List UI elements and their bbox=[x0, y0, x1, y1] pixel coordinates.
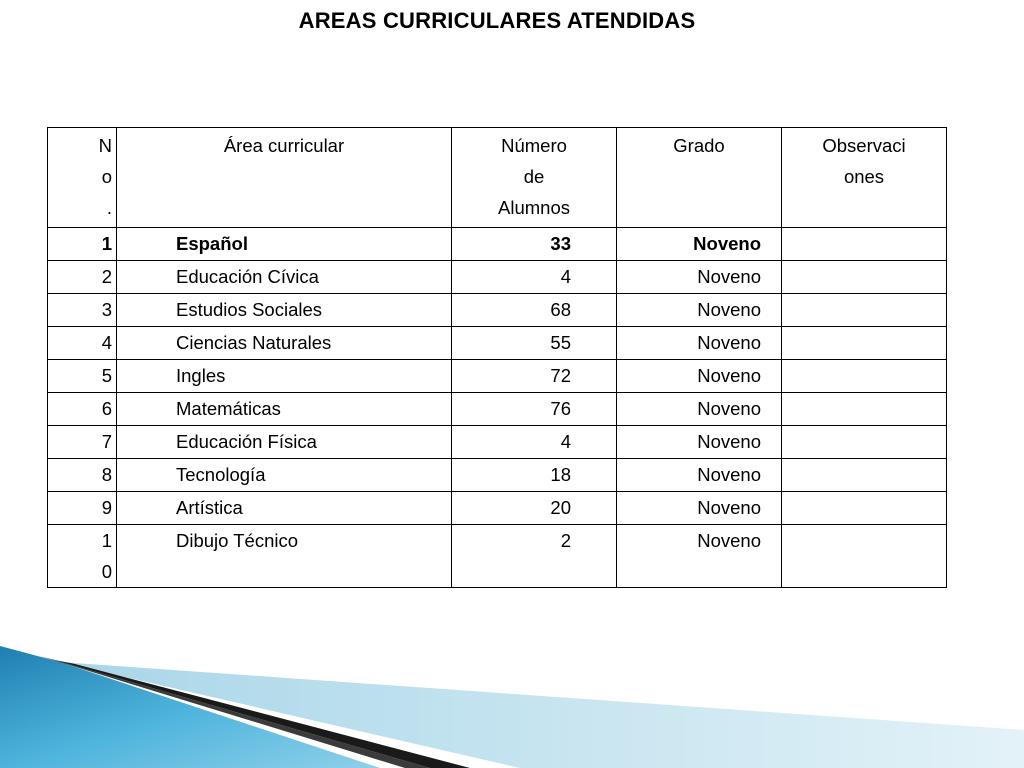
row-grade: Noveno bbox=[617, 261, 782, 294]
row-area: Estudios Sociales bbox=[117, 294, 452, 327]
row-number-line: 1 bbox=[101, 530, 112, 551]
table-row bbox=[48, 492, 947, 525]
header-no bbox=[48, 128, 117, 228]
header-count-line: Alumnos bbox=[498, 197, 570, 218]
row-student-count: 68 bbox=[452, 294, 617, 327]
row-number: 8 bbox=[48, 459, 117, 492]
table-header-row bbox=[48, 128, 947, 228]
row-observations bbox=[782, 360, 947, 393]
row-observations bbox=[782, 525, 947, 588]
header-area-label: Área curricular bbox=[223, 135, 345, 156]
row-student-count: 4 bbox=[452, 261, 617, 294]
table-row bbox=[48, 228, 947, 261]
table-row bbox=[48, 426, 947, 459]
row-number: 6 bbox=[48, 393, 117, 426]
row-area: Educación Cívica bbox=[117, 261, 452, 294]
header-student-count bbox=[452, 128, 617, 228]
row-grade: Noveno bbox=[617, 228, 782, 261]
row-number: 7 bbox=[48, 426, 117, 459]
row-area: Tecnología bbox=[117, 459, 452, 492]
row-grade: Noveno bbox=[617, 327, 782, 360]
header-area bbox=[117, 128, 452, 228]
slide-title: AREAS CURRICULARES ATENDIDAS bbox=[298, 8, 696, 33]
row-number: 1 bbox=[48, 228, 117, 261]
row-student-count: 76 bbox=[452, 393, 617, 426]
header-grade bbox=[617, 128, 782, 228]
row-student-count: 72 bbox=[452, 360, 617, 393]
row-observations bbox=[782, 228, 947, 261]
row-student-count: 20 bbox=[452, 492, 617, 525]
row-number: 2 bbox=[48, 261, 117, 294]
row-observations bbox=[782, 393, 947, 426]
row-number: 9 bbox=[48, 492, 117, 525]
table-row bbox=[48, 525, 947, 588]
table-row bbox=[48, 360, 947, 393]
row-student-count: 2 bbox=[452, 525, 617, 588]
row-observations bbox=[782, 459, 947, 492]
header-observations bbox=[782, 128, 947, 228]
row-observations bbox=[782, 294, 947, 327]
row-number bbox=[48, 525, 117, 588]
row-number: 5 bbox=[48, 360, 117, 393]
row-number: 4 bbox=[48, 327, 117, 360]
row-student-count: 33 bbox=[452, 228, 617, 261]
row-student-count: 18 bbox=[452, 459, 617, 492]
header-grade-label: Grado bbox=[673, 135, 725, 156]
header-no-line: . bbox=[106, 197, 112, 218]
header-observations-line: Observaci bbox=[822, 135, 906, 156]
row-area: Ingles bbox=[117, 360, 452, 393]
row-area: Dibujo Técnico bbox=[117, 525, 452, 588]
row-grade: Noveno bbox=[617, 294, 782, 327]
row-number-line: 0 bbox=[101, 561, 112, 582]
table-row bbox=[48, 459, 947, 492]
decorative-footer-swoosh bbox=[0, 620, 1024, 768]
row-observations bbox=[782, 261, 947, 294]
row-student-count: 55 bbox=[452, 327, 617, 360]
row-observations bbox=[782, 327, 947, 360]
header-no-line: N bbox=[98, 135, 112, 156]
table-row bbox=[48, 261, 947, 294]
header-observations-line: ones bbox=[843, 166, 885, 187]
header-count-line: Número bbox=[501, 135, 567, 156]
row-observations bbox=[782, 426, 947, 459]
row-area: Español bbox=[117, 228, 452, 261]
row-area: Matemáticas bbox=[117, 393, 452, 426]
row-number: 3 bbox=[48, 294, 117, 327]
row-area: Ciencias Naturales bbox=[117, 327, 452, 360]
row-grade: Noveno bbox=[617, 426, 782, 459]
row-area: Educación Física bbox=[117, 426, 452, 459]
header-no-line: o bbox=[101, 166, 112, 187]
row-grade: Noveno bbox=[617, 492, 782, 525]
table-row bbox=[48, 393, 947, 426]
table-row bbox=[48, 327, 947, 360]
row-area: Artística bbox=[117, 492, 452, 525]
row-grade: Noveno bbox=[617, 393, 782, 426]
row-grade: Noveno bbox=[617, 360, 782, 393]
row-student-count: 4 bbox=[452, 426, 617, 459]
row-grade: Noveno bbox=[617, 459, 782, 492]
header-count-line: de bbox=[523, 166, 545, 187]
row-observations bbox=[782, 492, 947, 525]
table-row bbox=[48, 294, 947, 327]
row-grade: Noveno bbox=[617, 525, 782, 588]
curricular-areas-table bbox=[47, 127, 947, 588]
